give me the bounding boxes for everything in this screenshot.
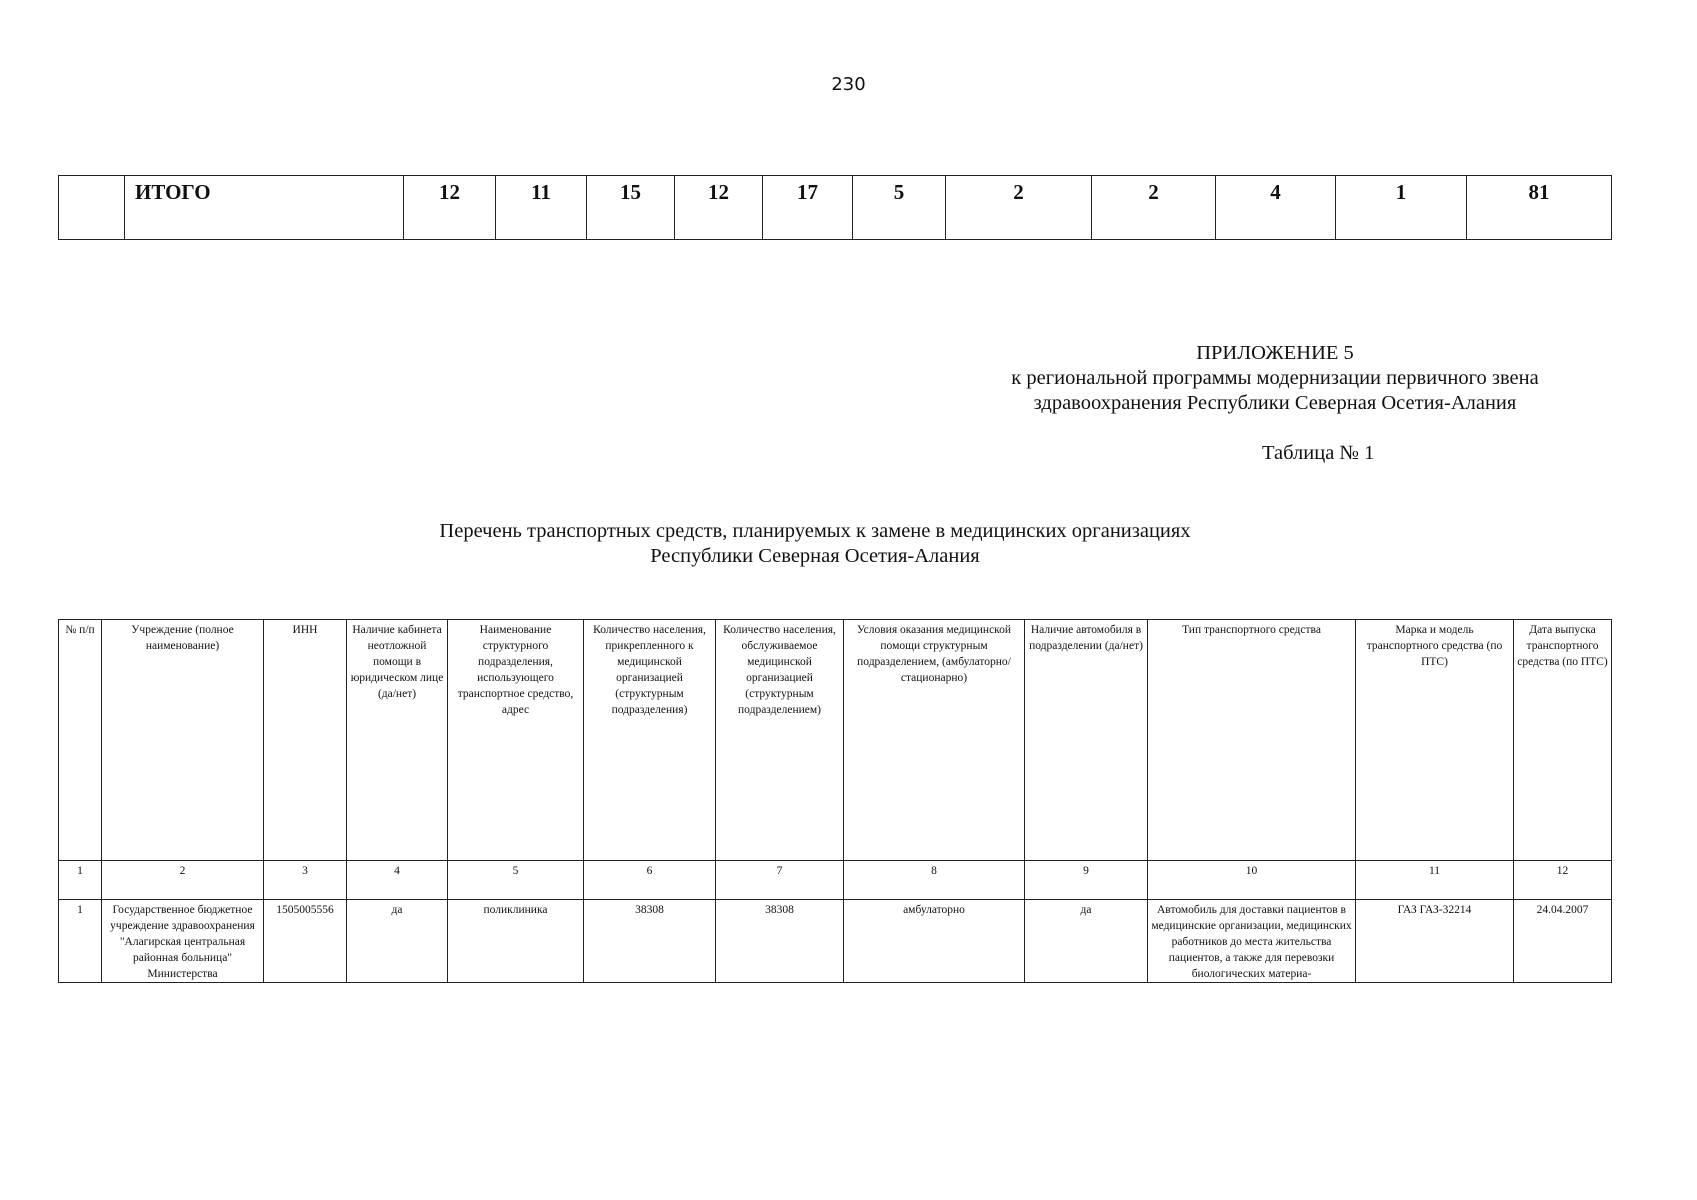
table-cell <box>1148 900 1356 983</box>
column-header: Условия оказания медицинской помощи структурным подразделением, (амбулаторно/стационарно) <box>844 620 1025 861</box>
column-number: 5 <box>448 861 584 900</box>
table-cell <box>1025 900 1148 983</box>
totals-value: 12 <box>404 176 496 240</box>
cell-text: поликлиника <box>483 904 548 916</box>
totals-value: 2 <box>946 176 1092 240</box>
column-number: 4 <box>347 861 448 900</box>
cell-text: да <box>1080 904 1092 916</box>
list-title-line1: Перечень транспортных средств, планируемых к замене в медицинских организациях <box>439 520 1191 542</box>
appendix-subtitle-line2: здравоохранения Республики Северная Осетия-Алания <box>1033 392 1517 414</box>
table-cell <box>59 900 102 983</box>
column-header: Количество населения, обслуживаемое медицинской организацией (структурным подразделением) <box>716 620 844 861</box>
cell-text: Государственное бюджетное учреждение здравоохранения "Алагирская центральная районная больница" Министерства <box>110 904 255 980</box>
table-row <box>59 900 1612 983</box>
column-number: 10 <box>1148 861 1356 900</box>
column-number: 11 <box>1356 861 1514 900</box>
table-label: Таблица № 1 <box>1262 442 1375 464</box>
page-number: 230 <box>831 74 866 95</box>
totals-value: 12 <box>675 176 763 240</box>
column-number: 8 <box>844 861 1025 900</box>
totals-value: 4 <box>1216 176 1336 240</box>
cell-text: Автомобиль для доставки пациентов в медицинские организации, медицинских работников до места жительства пациентов, а также для перевозки биологических материа- <box>1151 904 1352 980</box>
column-number: 6 <box>584 861 716 900</box>
totals-row <box>59 176 1612 240</box>
column-header: Наименование структурного подразделения, использующего транспортное средство, адрес <box>448 620 584 861</box>
column-header: № п/п <box>59 620 102 861</box>
table-cell <box>1514 900 1612 983</box>
cell-text: 38308 <box>765 904 794 916</box>
cell-text: 1505005556 <box>276 904 334 916</box>
table-cell <box>1356 900 1514 983</box>
column-number: 7 <box>716 861 844 900</box>
column-number-row <box>59 861 1612 900</box>
cell-text: да <box>391 904 403 916</box>
vehicle-list-table <box>58 619 1612 983</box>
column-header: Наличие автомобиля в подразделении (да/нет) <box>1025 620 1148 861</box>
column-header: Дата выпуска транспортного средства (по ПТС) <box>1514 620 1612 861</box>
cell-text: 24.04.2007 <box>1536 904 1589 916</box>
table-header-row <box>59 620 1612 861</box>
column-header: Учреждение (полное наименование) <box>102 620 264 861</box>
column-header: Количество населения, прикрепленного к медицинской организацией (структурным подразделения) <box>584 620 716 861</box>
table-cell <box>584 900 716 983</box>
column-number: 9 <box>1025 861 1148 900</box>
list-title-line2: Республики Северная Осетия-Алания <box>650 545 980 567</box>
totals-value: 81 <box>1467 176 1612 240</box>
table-cell <box>347 900 448 983</box>
column-number: 3 <box>264 861 347 900</box>
totals-value: 11 <box>496 176 587 240</box>
table-cell <box>264 900 347 983</box>
column-header: Тип транспортного средства <box>1148 620 1356 861</box>
column-header: Наличие кабинета неотложной помощи в юридическом лице (да/нет) <box>347 620 448 861</box>
table-cell <box>844 900 1025 983</box>
cell-text: 38308 <box>635 904 664 916</box>
totals-value: 5 <box>853 176 946 240</box>
totals-value: 1 <box>1336 176 1467 240</box>
totals-table <box>58 175 1612 240</box>
table-cell <box>102 900 264 983</box>
cell-text: ГАЗ ГАЗ-32214 <box>1397 904 1472 916</box>
column-number: 1 <box>59 861 102 900</box>
totals-blank-cell <box>59 176 125 240</box>
appendix-title: ПРИЛОЖЕНИЕ 5 <box>1196 342 1354 364</box>
table-cell <box>716 900 844 983</box>
cell-text: амбулаторно <box>903 904 965 916</box>
column-number: 12 <box>1514 861 1612 900</box>
cell-text: 1 <box>77 904 83 916</box>
column-number: 2 <box>102 861 264 900</box>
totals-label: ИТОГО <box>125 176 404 240</box>
table-cell <box>448 900 584 983</box>
column-header: ИНН <box>264 620 347 861</box>
totals-value: 17 <box>763 176 853 240</box>
totals-value: 2 <box>1092 176 1216 240</box>
totals-value: 15 <box>587 176 675 240</box>
appendix-subtitle-line1: к региональной программы модернизации первичного звена <box>1011 367 1539 389</box>
column-header: Марка и модель транспортного средства (по ПТС) <box>1356 620 1514 861</box>
